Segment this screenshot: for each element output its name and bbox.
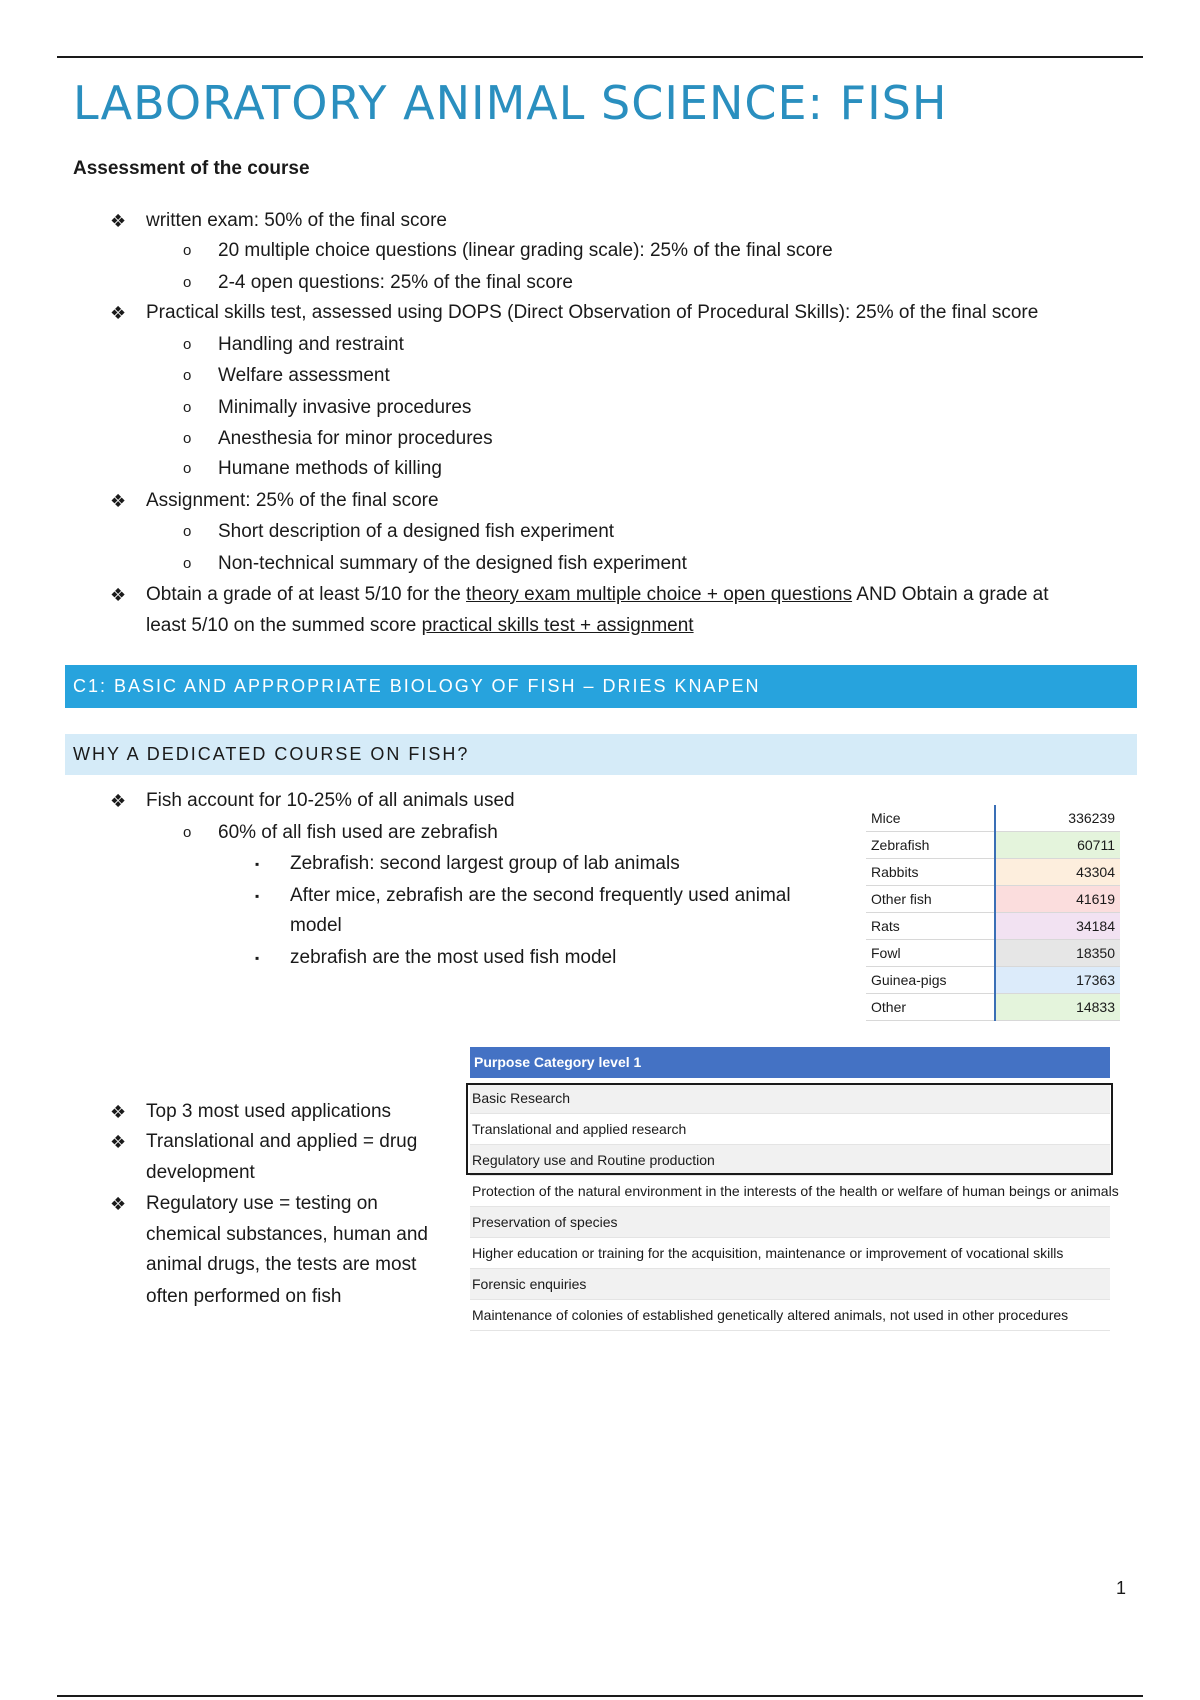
- table-row: [866, 994, 1120, 1021]
- circle-bullet-icon: o: [183, 523, 192, 540]
- section-header-why: WHY A DEDICATED COURSE ON FISH?: [65, 734, 1137, 775]
- table-row: [866, 832, 1120, 859]
- diamond-bullet-icon: ❖: [110, 211, 127, 231]
- square-bullet-icon: ▪: [255, 889, 260, 903]
- circle-bullet-icon: o: [183, 824, 192, 841]
- assessment-heading: Assessment of the course: [73, 158, 310, 179]
- species-name-cell: Zebrafish: [866, 832, 995, 859]
- circle-bullet-icon: o: [183, 555, 192, 572]
- circle-bullet-icon: o: [183, 336, 192, 353]
- table-row: [866, 886, 1120, 913]
- species-name-cell: Fowl: [866, 940, 995, 967]
- circle-bullet-icon: o: [183, 274, 192, 291]
- diamond-bullet-icon: ❖: [110, 1132, 127, 1152]
- table-row: Protection of the natural environment in the interests of the health or welfare of human beings or animals: [470, 1176, 1110, 1207]
- species-name-cell: Rabbits: [866, 859, 995, 886]
- diamond-bullet-icon: ❖: [110, 1102, 127, 1122]
- purpose-table-header: Purpose Category level 1: [470, 1047, 1110, 1078]
- table-row: [866, 967, 1120, 994]
- species-count-cell: 14833: [995, 994, 1120, 1021]
- table-row: Preservation of species: [470, 1207, 1110, 1238]
- species-name-cell: Rats: [866, 913, 995, 940]
- species-count-cell: 34184: [995, 913, 1120, 940]
- table-row: [866, 859, 1120, 886]
- circle-bullet-icon: o: [183, 460, 192, 477]
- table-row: [866, 940, 1120, 967]
- circle-bullet-icon: o: [183, 430, 192, 447]
- diamond-bullet-icon: ❖: [110, 303, 127, 323]
- section-header-c1: C1: BASIC AND APPROPRIATE BIOLOGY OF FISH – DRIES KNAPEN: [65, 665, 1137, 708]
- species-count-cell: 17363: [995, 967, 1120, 994]
- species-count-cell: 18350: [995, 940, 1120, 967]
- diamond-bullet-icon: ❖: [110, 1194, 127, 1214]
- page-number: 1: [1116, 1578, 1127, 1598]
- species-name-cell: Guinea-pigs: [866, 967, 995, 994]
- species-count-cell: 43304: [995, 859, 1120, 886]
- diamond-bullet-icon: ❖: [110, 791, 127, 811]
- table-row: Regulatory use and Routine production: [470, 1145, 1110, 1176]
- table-row: Translational and applied research: [470, 1114, 1110, 1145]
- top-rule: [57, 56, 1143, 58]
- circle-bullet-icon: o: [183, 399, 192, 416]
- table-row: [866, 913, 1120, 940]
- bottom-rule: [57, 1695, 1143, 1697]
- circle-bullet-icon: o: [183, 367, 192, 384]
- species-name-cell: Other fish: [866, 886, 995, 913]
- table-row: Forensic enquiries: [470, 1269, 1110, 1300]
- page-title: LABORATORY ANIMAL SCIENCE: FISH: [73, 76, 948, 130]
- species-count-cell: 60711: [995, 832, 1120, 859]
- species-count-table: [866, 805, 1120, 1021]
- species-name-cell: Other: [866, 994, 995, 1021]
- diamond-bullet-icon: ❖: [110, 491, 127, 511]
- square-bullet-icon: ▪: [255, 857, 260, 871]
- square-bullet-icon: ▪: [255, 951, 260, 965]
- circle-bullet-icon: o: [183, 242, 192, 259]
- table-row: Higher education or training for the acquisition, maintenance or improvement of vocational skills: [470, 1238, 1110, 1269]
- diamond-bullet-icon: ❖: [110, 585, 127, 605]
- top3-highlight-box: [466, 1083, 1113, 1175]
- table-row: Maintenance of colonies of established genetically altered animals, not used in other procedures: [470, 1300, 1110, 1331]
- table-row: [866, 805, 1120, 832]
- species-count-cell: 336239: [995, 805, 1120, 832]
- species-count-cell: 41619: [995, 886, 1120, 913]
- species-name-cell: Mice: [866, 805, 995, 832]
- table-row: Basic Research: [470, 1083, 1110, 1114]
